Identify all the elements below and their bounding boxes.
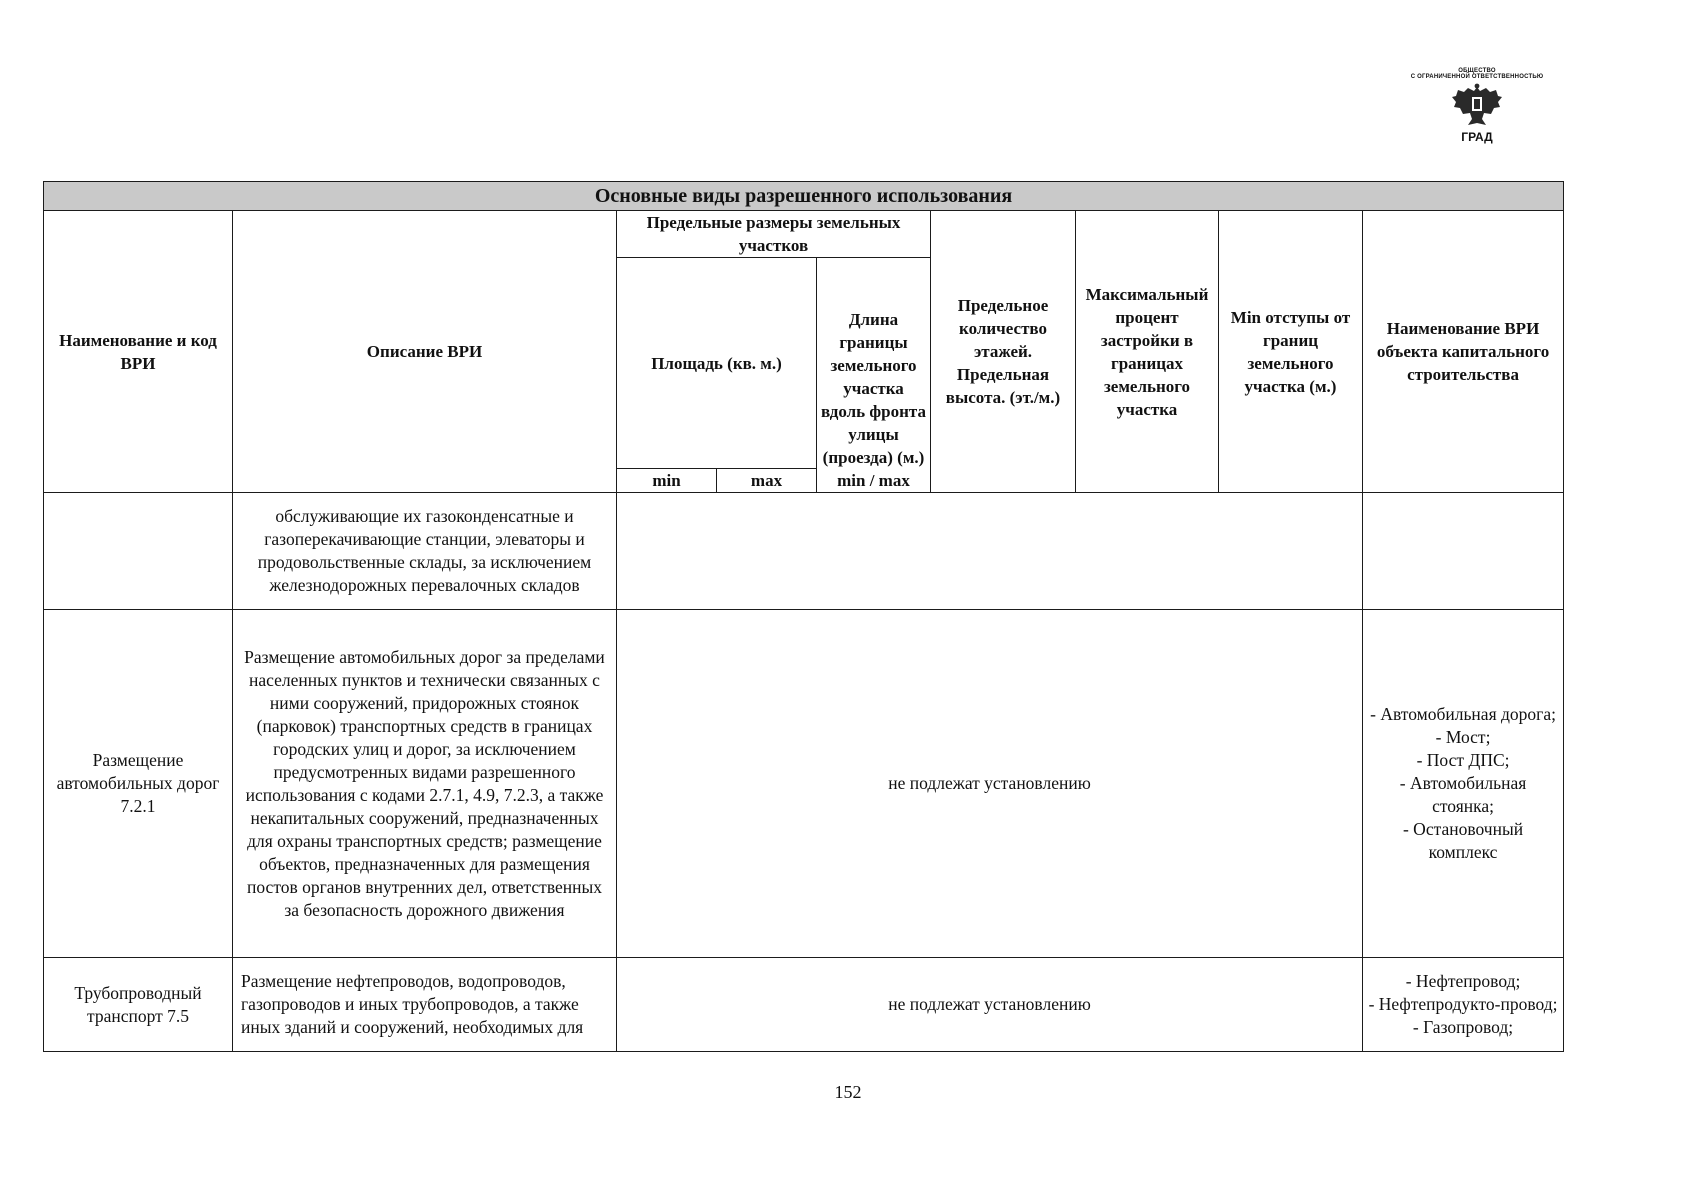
row-description: обслуживающие их газоконденсатные и газоперекачивающие станции, элеваторы и продовольственные склады, за исключением железнодорожных перевалочных складов bbox=[233, 493, 617, 610]
row-name bbox=[44, 493, 233, 610]
header-plot-limits: Предельные размеры земельных участков bbox=[617, 211, 931, 258]
row-objects bbox=[1363, 958, 1564, 1052]
section-title: Основные виды разрешенного использования bbox=[44, 182, 1564, 211]
object-item: - Нефтепродукто-провод; bbox=[1368, 994, 1558, 1014]
object-item: - Остановочный комплекс bbox=[1402, 819, 1524, 862]
header-area-max: max bbox=[717, 469, 817, 493]
header-row-1 bbox=[44, 211, 1564, 258]
header-name-code: Наименование и код ВРИ bbox=[44, 211, 233, 493]
header-description: Описание ВРИ bbox=[233, 211, 617, 493]
header-max-coverage: Максимальный процент застройки в границах земельного участка bbox=[1076, 211, 1219, 493]
table-row bbox=[44, 610, 1564, 958]
object-item: - Нефтепровод; bbox=[1405, 971, 1521, 991]
object-item: - Автомобильная дорога; bbox=[1370, 704, 1556, 724]
company-logo bbox=[1394, 68, 1560, 156]
section-title-row bbox=[44, 182, 1564, 211]
header-frontage bbox=[817, 258, 931, 493]
header-frontage-label: Длина границы земельного участка вдоль фронта улицы (проезда) (м.) bbox=[821, 310, 926, 467]
row-objects bbox=[1363, 610, 1564, 958]
table-row bbox=[44, 958, 1564, 1052]
object-item: - Автомобильная стоянка; bbox=[1399, 773, 1527, 816]
header-area: Площадь (кв. м.) bbox=[617, 258, 817, 469]
row-params bbox=[617, 493, 1363, 610]
header-floors-height: Предельное количество этажей. Предельная высота. (эт./м.) bbox=[931, 211, 1076, 493]
row-objects bbox=[1363, 493, 1564, 610]
object-item: - Мост; bbox=[1435, 727, 1491, 747]
row-params: не подлежат установлению bbox=[617, 958, 1363, 1052]
logo-company-name: ГРАД bbox=[1461, 130, 1493, 144]
row-name: Размещение автомобильных дорог 7.2.1 bbox=[44, 610, 233, 958]
logo-top-text: ОБЩЕСТВО С ОГРАНИЧЕННОЙ ОТВЕТСТВЕННОСТЬЮ bbox=[1410, 68, 1544, 80]
row-name: Трубопроводный транспорт 7.5 bbox=[44, 958, 233, 1052]
object-item: - Пост ДПС; bbox=[1416, 750, 1510, 770]
page-number: 152 bbox=[834, 1082, 862, 1102]
header-min-setback: Min отступы от границ земельного участка (м.) bbox=[1219, 211, 1363, 493]
row-params: не подлежат установлению bbox=[617, 610, 1363, 958]
row-description: Размещение нефтепроводов, водопроводов, газопроводов и иных трубопроводов, а также иных зданий и сооружений, необходимых для bbox=[233, 958, 617, 1052]
row-description: Размещение автомобильных дорог за пределами населенных пунктов и технически связанных с ними сооружений, придорожных стоянок (парковок) транспортных средств в границах городских улиц и дорог, за исключением предусмотренных видами разрешенного использования с кодами 2.7.1, 4.9, 7.2.3, а также некапитальных сооружений, предназначенных для охраны транспортных средств; размещение объектов, предназначенных для размещения постов органов внутренних дел, ответственных за безопасность дорожного движения bbox=[233, 610, 617, 958]
object-item: - Газопровод; bbox=[1412, 1017, 1514, 1037]
double-headed-eagle-icon bbox=[1450, 83, 1504, 129]
header-area-min: min bbox=[617, 469, 717, 493]
header-frontage-min-max: min / max bbox=[837, 471, 910, 490]
vri-table bbox=[43, 181, 1564, 1052]
header-capital-objects: Наименование ВРИ объекта капитального строительства bbox=[1363, 211, 1564, 493]
table-row bbox=[44, 493, 1564, 610]
